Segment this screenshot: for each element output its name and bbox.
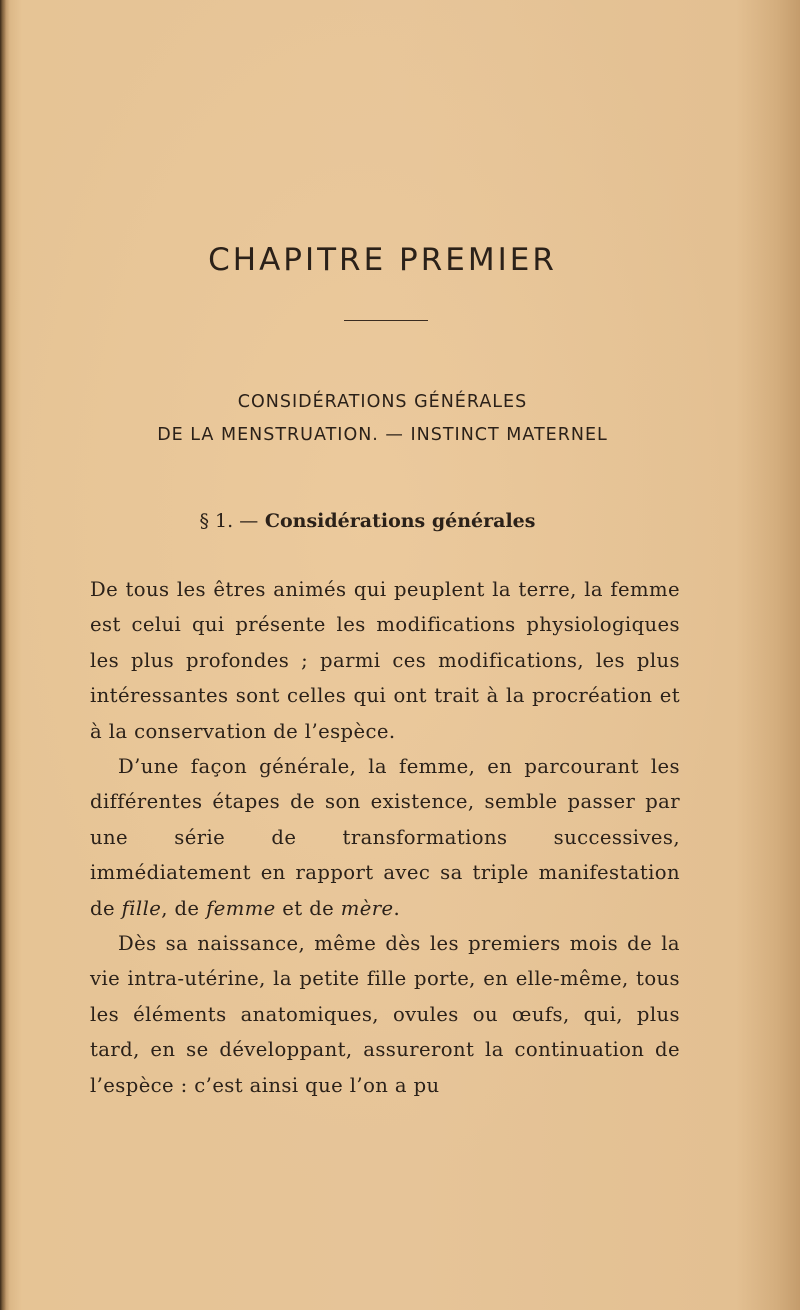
section-heading — [0, 510, 735, 532]
section-title: Considérations générales — [264, 510, 536, 532]
body-text — [90, 572, 680, 1103]
paragraph-1: De tous les êtres animés qui peuplent la terre, la femme est celui qui présente les modifications physiologiques les plus profondes ; parmi ces modifications, les plus intéressantes sont celles qui ont trait à la procréation et à la conservation de l’espèce. — [90, 578, 680, 743]
emphasis-mere: mère — [340, 896, 394, 920]
emphasis-femme: femme — [206, 896, 276, 920]
paragraph-2-text-b: , de — [161, 896, 207, 920]
chapter-subtitle-line1: CONSIDÉRATIONS GÉNÉRALES — [237, 392, 528, 412]
chapter-title: CHAPITRE PREMIER — [208, 242, 557, 278]
paragraph-2 — [90, 749, 680, 926]
page-binding-edge — [0, 0, 6, 1310]
paragraph-2-text-c: et de — [275, 896, 341, 920]
section-mark: § 1. — — [199, 510, 259, 532]
emphasis-fille: fille — [121, 896, 162, 920]
paragraph-2-text-d: . — [393, 896, 401, 920]
chapter-subtitle-line2: DE LA MENSTRUATION. — INSTINCT MATERNEL — [157, 425, 608, 445]
title-divider — [344, 320, 428, 321]
paragraph-3: Dès sa naissance, même dès les premiers mois de la vie intra-utérine, la petite fille porte, en elle-même, tous les éléments anatomiques, ovules ou œufs, qui, plus tard, en se développant, assureront la continuation de l’espèce : c’est ainsi que l’on a pu — [90, 932, 680, 1097]
paragraph-2-text-a: D’une façon générale, la femme, en parcourant les différentes étapes de son existence, semble passer par une série de transformations successives, immédiatement en rapport avec sa triple manifestation de — [90, 755, 680, 920]
